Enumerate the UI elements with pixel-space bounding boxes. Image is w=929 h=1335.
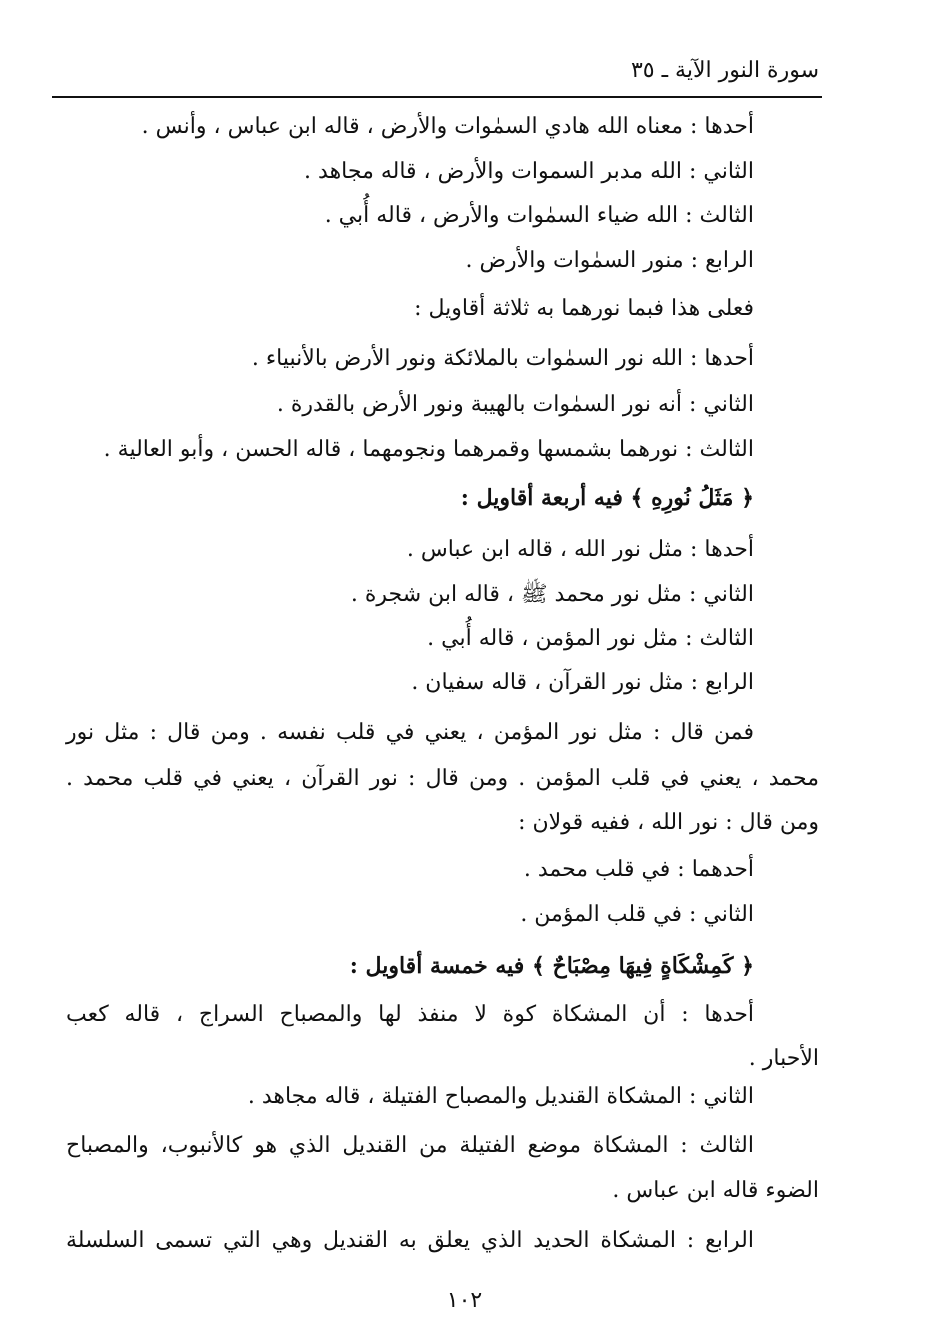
text-line: أحدها : معناه الله هادي السمٰوات والأرض ، قاله ابن عباس ، وأنس . xyxy=(141,114,754,139)
text-line: أحدها : الله نور السمٰوات بالملائكة ونور الأرض بالأنبياء . xyxy=(251,346,754,371)
text-line: أحدها : مثل نور الله ، قاله ابن عباس . xyxy=(406,537,754,562)
text-line: الثالث : مثل نور المؤمن ، قاله أُبي . xyxy=(427,626,754,651)
text-line: الثاني : الله مدبر السموات والأرض ، قاله مجاهد . xyxy=(304,159,754,184)
text-line: الثاني : أنه نور السمٰوات بالهيبة ونور الأرض بالقدرة . xyxy=(276,392,754,417)
text-line: الثالث : نورهما بشمسها وقمرهما ونجومهما ، قاله الحسن ، وأبو العالية . xyxy=(103,437,754,462)
running-header-title: سورة النور الآية ـ ٣٥ xyxy=(630,58,819,83)
header-divider xyxy=(52,96,822,98)
text-line: الثالث : الله ضياء السمٰوات والأرض ، قاله أُبي . xyxy=(324,203,754,228)
text-line: محمد ، يعني في قلب المؤمن . ومن قال : نور القرآن ، يعني في قلب محمد . xyxy=(66,766,819,791)
text-line: الضوء قاله ابن عباس . xyxy=(612,1178,819,1203)
text-line: الثاني : في قلب المؤمن . xyxy=(520,902,754,927)
quran-verse-heading: ﴿ مَثَلُ نُورِهِ ﴾ فيه أربعة أقاويل : xyxy=(460,485,754,511)
text-line: أحدها : أن المشكاة كوة لا منفذ لها والمصباح السراج ، قاله كعب xyxy=(66,1002,754,1027)
text-line: الثاني : مثل نور محمد ﷺ ، قاله ابن شجرة . xyxy=(350,582,754,607)
text-line: الرابع : المشكاة الحديد الذي يعلق به القنديل وهي التي تسمى السلسلة xyxy=(66,1228,754,1253)
text-line: الثاني : المشكاة القنديل والمصباح الفتيلة ، قاله مجاهد . xyxy=(247,1084,754,1109)
text-line: ومن قال : نور الله ، ففيه قولان : xyxy=(518,810,819,835)
text-line: الرابع : منور السمٰوات والأرض . xyxy=(465,248,754,273)
quran-verse-heading: ﴿ كَمِشْكَاةٍ فِيهَا مِصْبَاحٌ ﴾ فيه خمسة أقاويل : xyxy=(349,953,754,979)
text-line: الثالث : المشكاة موضع الفتيلة من القنديل الذي هو كالأنبوب، والمصباح xyxy=(66,1133,754,1158)
text-line: فمن قال : مثل نور المؤمن ، يعني في قلب نفسه . ومن قال : مثل نور xyxy=(66,720,754,745)
text-line: الأحبار . xyxy=(748,1046,819,1071)
text-line: الرابع : مثل نور القرآن ، قاله سفيان . xyxy=(411,670,754,695)
page-number: ١٠٢ xyxy=(446,1288,483,1313)
text-line: فعلى هذا فبما نورهما به ثلاثة أقاويل : xyxy=(414,296,754,321)
text-line: أحدهما : في قلب محمد . xyxy=(523,857,754,882)
